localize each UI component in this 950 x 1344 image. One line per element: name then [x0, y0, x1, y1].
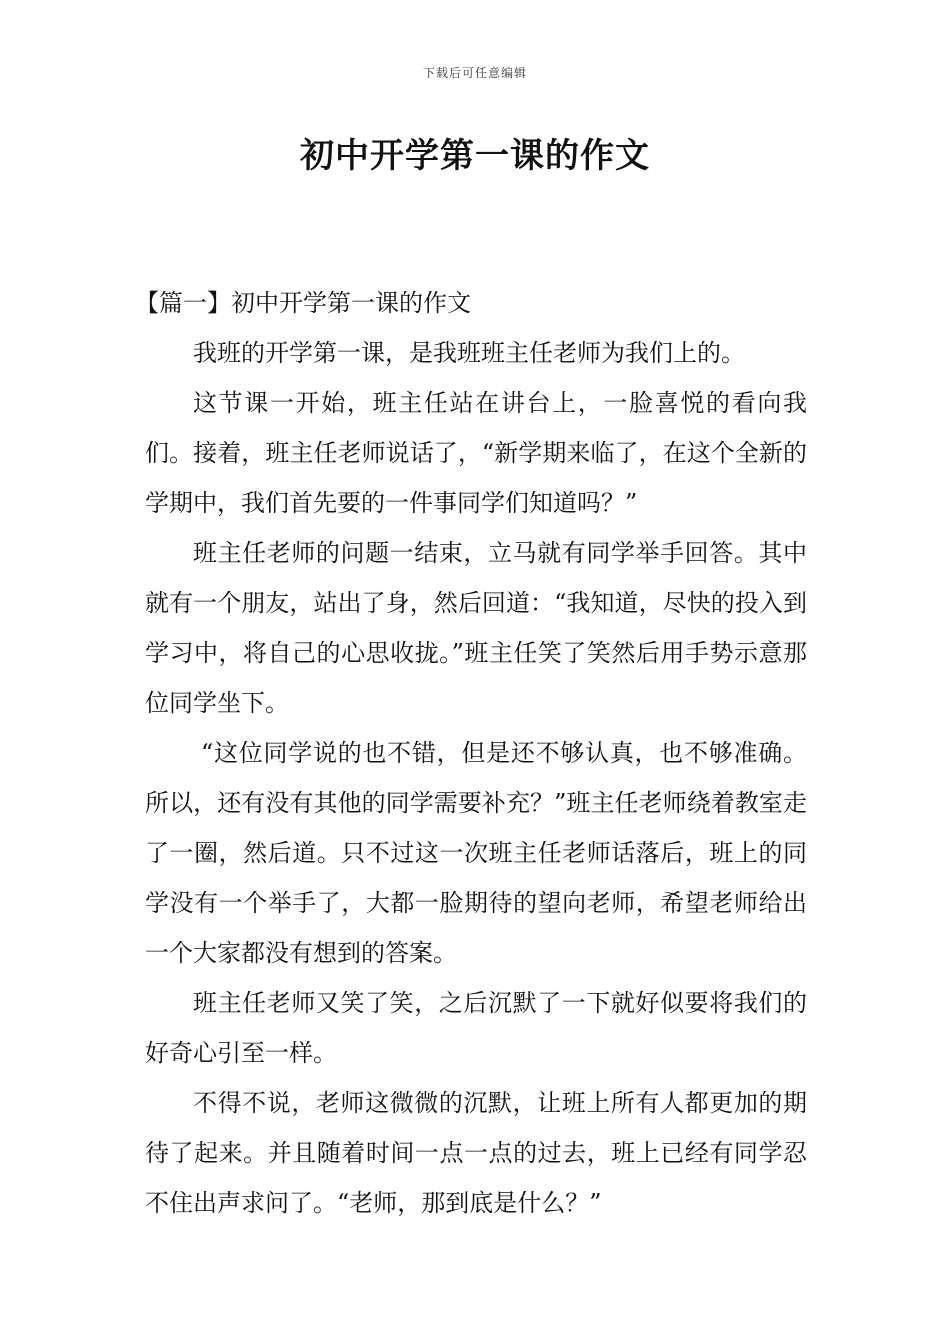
paragraph-6: 不得不说，老师这微微的沉默，让班上所有人都更加的期待了起来。并且随着时间一点一点的过去，班上已经有同学忍不住出声求问了。“老师，那到底是什么？” — [145, 1089, 807, 1217]
header-note: 下载后可任意编辑 — [422, 66, 527, 80]
paragraph-1: 我班的开学第一课，是我班班主任老师为我们上的。 — [193, 339, 745, 367]
document-body — [135, 278, 807, 1228]
paragraph-5: 班主任老师又笑了笑，之后沉默了一下就好似要将我们的好奇心引至一样。 — [145, 989, 807, 1067]
paragraph-4: “这位同学说的也不错，但是还不够认真，也不够准确。所以，还有没有其他的同学需要补充？”班主任老师绕着教室走了一圈，然后道。只不过这一次班主任老师话落后，班上的同学没有一个举手了，大都一脸期待的望向老师，希望老师给出一个大家都没有想到的答案。 — [145, 739, 807, 967]
section-heading: 【篇一】初中开学第一课的作文 — [135, 289, 471, 317]
paragraph-2: 这节课一开始，班主任站在讲台上，一脸喜悦的看向我们。接着，班主任老师说话了，“新学期来临了，在这个全新的学期中，我们首先要的一件事同学们知道吗？” — [145, 389, 807, 517]
paragraph-3: 班主任老师的问题一结束，立马就有同学举手回答。其中就有一个朋友，站出了身，然后回道：“我知道，尽快的投入到学习中，将自己的心思收拢。”班主任笑了笑然后用手势示意那位同学坐下。 — [145, 539, 807, 717]
document-title: 初中开学第一课的作文 — [300, 136, 650, 176]
